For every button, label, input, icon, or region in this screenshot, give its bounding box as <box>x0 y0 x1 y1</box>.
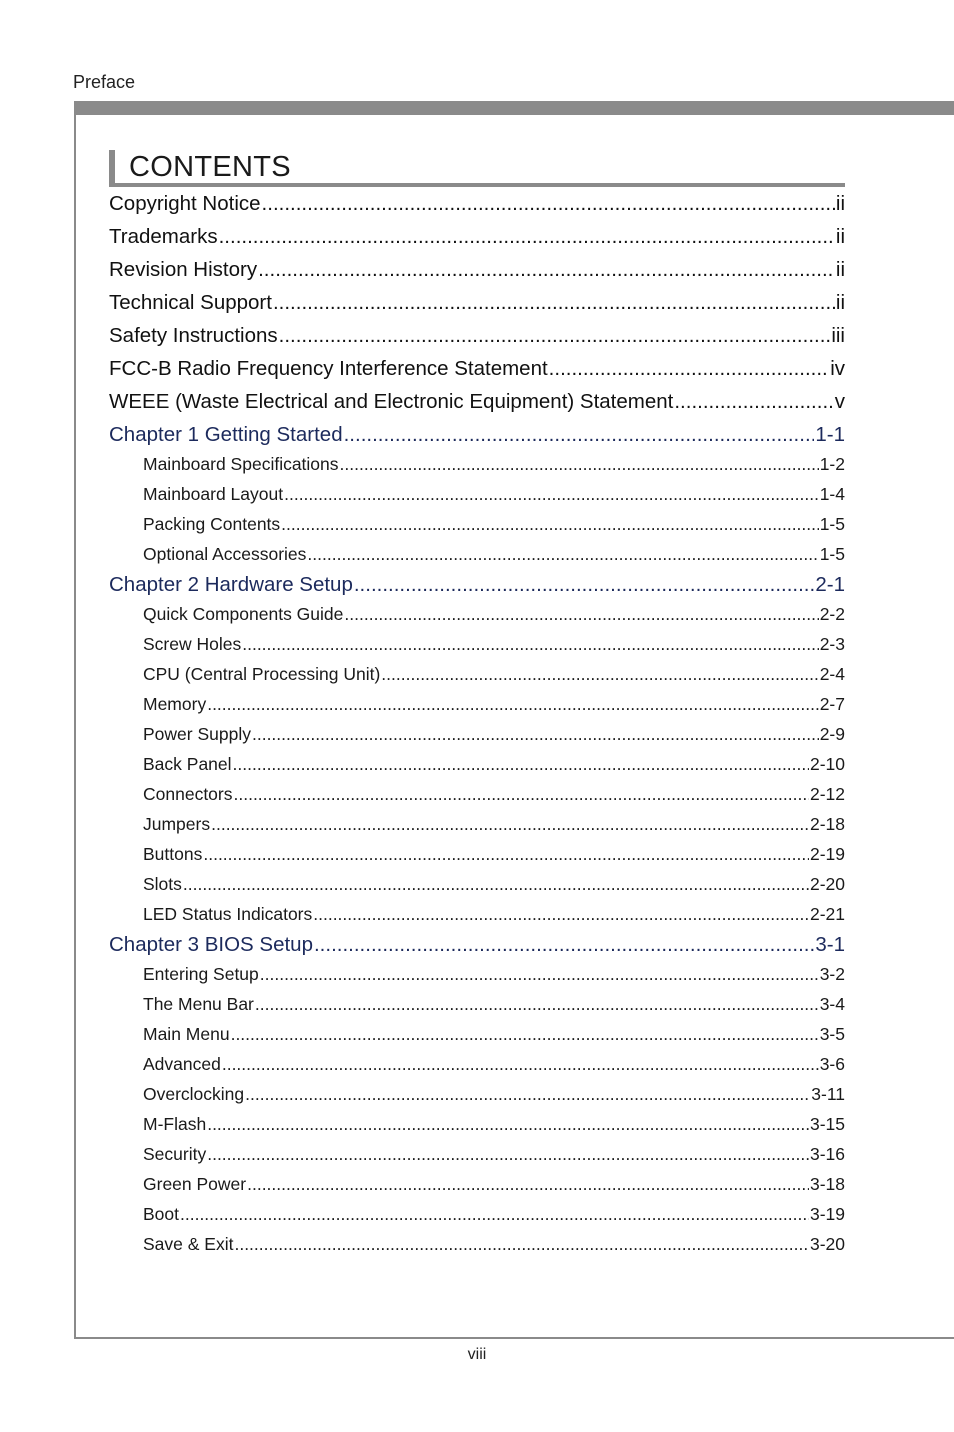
toc-section-label: CPU (Central Processing Unit) <box>143 664 381 684</box>
toc-entry-label: Revision History <box>109 258 258 281</box>
toc-section[interactable] <box>109 901 845 931</box>
toc-section-page: 3-15 <box>809 1114 845 1134</box>
toc-section-page: 3-5 <box>819 1024 845 1044</box>
toc-section-page: 2-3 <box>819 634 845 654</box>
dot-leader <box>231 1021 819 1047</box>
dot-leader <box>222 1051 819 1077</box>
toc-chapter-page: 2-1 <box>815 573 845 596</box>
toc-section[interactable] <box>109 1141 845 1171</box>
dot-leader <box>307 541 818 567</box>
toc-section[interactable] <box>109 1201 845 1231</box>
toc-section[interactable] <box>109 691 845 721</box>
dot-leader <box>281 511 819 537</box>
toc-entry-page: ii <box>835 258 845 281</box>
toc-section-page: 3-6 <box>819 1054 845 1074</box>
toc-section-label: Green Power <box>143 1174 247 1194</box>
dot-leader <box>273 289 835 317</box>
toc-section-label: Security <box>143 1144 207 1164</box>
toc-chapter-label: Chapter 3 BIOS Setup <box>109 933 313 956</box>
toc-section[interactable] <box>109 871 845 901</box>
toc-section[interactable] <box>109 751 845 781</box>
toc-entry-revision-history[interactable] <box>109 256 845 289</box>
toc-section-label: The Menu Bar <box>143 994 254 1014</box>
toc-section-page: 2-12 <box>809 784 845 804</box>
toc-entry-label: FCC-B Radio Frequency Interference Statement <box>109 357 548 380</box>
toc-section[interactable] <box>109 1051 845 1081</box>
toc-section[interactable] <box>109 811 845 841</box>
toc-section-label: Connectors <box>143 784 233 804</box>
toc-chapter-label: Chapter 2 Hardware Setup <box>109 573 353 596</box>
dot-leader <box>354 571 815 599</box>
toc-section[interactable] <box>109 1081 845 1111</box>
toc-section-label: Power Supply <box>143 724 251 744</box>
dot-leader <box>233 751 809 777</box>
toc-entry-trademarks[interactable] <box>109 223 845 256</box>
toc-section[interactable] <box>109 631 845 661</box>
toc-section[interactable] <box>109 1021 845 1051</box>
toc-section[interactable] <box>109 481 845 511</box>
page-title: CONTENTS <box>129 151 291 183</box>
toc-entry-page: ii <box>835 291 845 314</box>
toc-section-label: Optional Accessories <box>143 544 307 564</box>
toc-section[interactable] <box>109 601 845 631</box>
dot-leader <box>245 1081 810 1107</box>
dot-leader <box>255 991 819 1017</box>
toc-section-label: Packing Contents <box>143 514 281 534</box>
toc-section-page: 1-5 <box>819 514 845 534</box>
footer-rule <box>74 1337 954 1339</box>
toc-chapter-1[interactable] <box>109 421 845 451</box>
dot-leader <box>344 421 815 449</box>
title-underline <box>109 183 845 187</box>
dot-leader <box>207 691 819 717</box>
toc-entry-technical-support[interactable] <box>109 289 845 322</box>
toc-section-label: Main Menu <box>143 1024 230 1044</box>
dot-leader <box>279 322 831 350</box>
toc-section-page: 3-19 <box>809 1204 845 1224</box>
toc-section-page: 2-18 <box>809 814 845 834</box>
dot-leader <box>340 451 819 477</box>
toc-section[interactable] <box>109 721 845 751</box>
toc-entry-page: ii <box>835 192 845 215</box>
toc-section-label: Entering Setup <box>143 964 259 984</box>
dot-leader <box>674 388 833 416</box>
toc-section-page: 1-5 <box>819 544 845 564</box>
dot-leader <box>207 1141 809 1167</box>
toc-section-label: Mainboard Layout <box>143 484 284 504</box>
toc-section-label: Quick Components Guide <box>143 604 344 624</box>
toc-chapter-label: Chapter 1 Getting Started <box>109 423 343 446</box>
toc-chapter-page: 1-1 <box>815 423 845 446</box>
toc-section-page: 2-19 <box>809 844 845 864</box>
toc-entry-label: WEEE (Waste Electrical and Electronic Equipment) Statement <box>109 390 674 413</box>
toc-chapter-page: 3-1 <box>815 933 845 956</box>
toc-section-label: Save & Exit <box>143 1234 234 1254</box>
toc-section-page: 3-11 <box>811 1084 845 1104</box>
toc-section-label: LED Status Indicators <box>143 904 313 924</box>
toc-entry-weee-statement[interactable] <box>109 388 845 421</box>
toc-section[interactable] <box>109 841 845 871</box>
toc-section-label: Memory <box>143 694 207 714</box>
toc-section-page: 2-2 <box>819 604 845 624</box>
dot-leader <box>234 781 809 807</box>
toc-section-page: 2-7 <box>819 694 845 714</box>
toc-section-label: Back Panel <box>143 754 232 774</box>
toc-section[interactable] <box>109 541 845 571</box>
toc-section-page: 3-20 <box>809 1234 845 1254</box>
toc-section-page: 2-10 <box>809 754 845 774</box>
title-accent-bar <box>109 150 115 184</box>
toc-section-page: 1-4 <box>819 484 845 504</box>
toc-section-page: 3-4 <box>819 994 845 1014</box>
toc-section[interactable] <box>109 661 845 691</box>
dot-leader <box>258 256 835 284</box>
toc-section-page: 3-16 <box>809 1144 845 1164</box>
toc-entry-label: Safety Instructions <box>109 324 278 347</box>
header-bar <box>74 101 954 115</box>
dot-leader <box>242 631 818 657</box>
toc-section[interactable] <box>109 991 845 1021</box>
toc-entry-page: iv <box>830 357 845 380</box>
toc-section-page: 3-18 <box>809 1174 845 1194</box>
toc-section-label: Mainboard Specifications <box>143 454 339 474</box>
toc-section-label: Advanced <box>143 1054 221 1074</box>
dot-leader <box>234 1231 809 1257</box>
dot-leader <box>211 811 809 837</box>
toc-section-page: 2-20 <box>809 874 845 894</box>
dot-leader <box>183 871 809 897</box>
dot-leader <box>203 841 809 867</box>
dot-leader <box>219 223 835 251</box>
toc-entry-label: Technical Support <box>109 291 272 314</box>
toc-section[interactable] <box>109 511 845 541</box>
dot-leader <box>314 931 814 959</box>
dot-leader <box>252 721 819 747</box>
toc-section-page: 1-2 <box>819 454 845 474</box>
dot-leader <box>247 1171 809 1197</box>
toc-section[interactable] <box>109 451 845 481</box>
toc-section[interactable] <box>109 781 845 811</box>
toc-section-page: 2-4 <box>819 664 845 684</box>
toc-section-page: 2-21 <box>809 904 845 924</box>
toc-section-label: M-Flash <box>143 1114 207 1134</box>
toc-entry-copyright-notice[interactable] <box>109 190 845 223</box>
toc-section[interactable] <box>109 1171 845 1201</box>
toc-section[interactable] <box>109 1231 845 1261</box>
page-number: viii <box>467 1346 487 1363</box>
toc-section-label: Screw Holes <box>143 634 242 654</box>
toc-section-page: 2-9 <box>819 724 845 744</box>
toc-entry-fcc-b-statement[interactable] <box>109 355 845 388</box>
toc-entry-page: v <box>834 390 845 413</box>
toc-entry-label: Trademarks <box>109 225 218 248</box>
toc-section[interactable] <box>109 1111 845 1141</box>
toc-entry-page: iii <box>831 324 845 347</box>
toc-entry-label: Copyright Notice <box>109 192 261 215</box>
dot-leader <box>381 661 818 687</box>
dot-leader <box>262 190 835 218</box>
toc-entry-page: ii <box>835 225 845 248</box>
toc-section-label: Slots <box>143 874 182 894</box>
dot-leader <box>549 355 830 383</box>
dot-leader <box>180 1201 809 1227</box>
toc-entry-safety-instructions[interactable] <box>109 322 845 355</box>
toc-section-label: Buttons <box>143 844 203 864</box>
dot-leader <box>313 901 809 927</box>
table-of-contents <box>109 190 845 1261</box>
dot-leader <box>260 961 819 987</box>
toc-section-label: Overclocking <box>143 1084 245 1104</box>
toc-section-page: 3-2 <box>819 964 845 984</box>
running-header: Preface <box>73 72 136 92</box>
toc-section-label: Boot <box>143 1204 179 1224</box>
dot-leader <box>284 481 819 507</box>
toc-section[interactable] <box>109 961 845 991</box>
dot-leader <box>207 1111 809 1137</box>
contents-title-block <box>109 150 845 188</box>
dot-leader <box>344 601 818 627</box>
left-border-rule <box>74 101 76 1339</box>
toc-section-label: Jumpers <box>143 814 211 834</box>
toc-chapter-3[interactable] <box>109 931 845 961</box>
toc-chapter-2[interactable] <box>109 571 845 601</box>
